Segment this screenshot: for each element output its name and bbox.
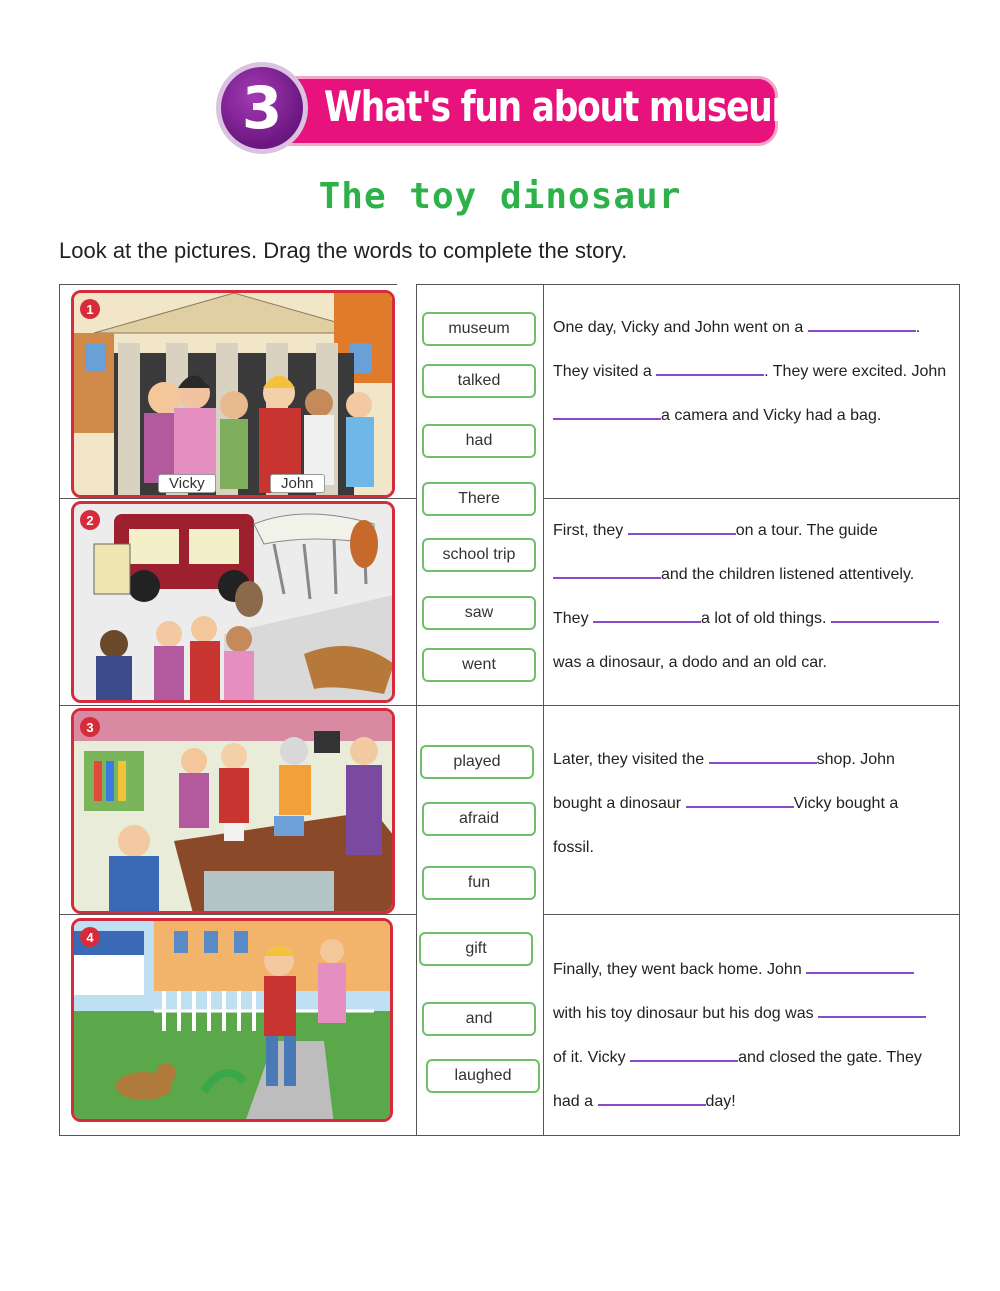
unit-number-badge: 3 (216, 62, 308, 154)
word-chip-talked[interactable]: talked (422, 364, 536, 398)
word-chip-laughed[interactable]: laughed (426, 1059, 540, 1093)
answer-blank[interactable] (593, 607, 701, 623)
word-chip-school-trip[interactable]: school trip (422, 538, 536, 572)
story-paragraph-4 (553, 948, 926, 1124)
unit-banner (216, 62, 845, 158)
story-paragraph-2 (553, 509, 939, 685)
answer-blank[interactable] (628, 519, 736, 535)
picture-number: 4 (80, 927, 100, 947)
story-text: a lot of old things. (701, 610, 827, 627)
picture-3 (71, 708, 395, 914)
word-chip-went[interactable]: went (422, 648, 536, 682)
picture-number: 1 (80, 299, 100, 319)
story-text: Later, they visited the (553, 751, 705, 768)
word-chip-fun[interactable]: fun (422, 866, 536, 900)
story-paragraph-3 (553, 738, 898, 870)
story-text: was a dinosaur, a dodo and an old car. (553, 654, 827, 671)
story-text: First, they (553, 522, 624, 539)
word-chip-and[interactable]: and (422, 1002, 536, 1036)
word-chip-gift[interactable]: gift (419, 932, 533, 966)
story-text: . (915, 319, 921, 336)
story-text: on a tour. The guide (735, 522, 878, 539)
story-text: and closed the gate. They (738, 1049, 922, 1066)
answer-blank[interactable] (553, 563, 661, 579)
picture-1 (71, 290, 395, 498)
story-text: . They were excited. John (764, 363, 947, 380)
story-text: bought a dinosaur (553, 795, 682, 812)
word-chip-museum[interactable]: museum (422, 312, 536, 346)
picture-2 (71, 501, 395, 703)
label-vicky: Vicky (158, 474, 216, 493)
story-text: of it. Vicky (553, 1049, 626, 1066)
instructions: Look at the pictures. Drag the words to complete the story. (59, 238, 628, 263)
answer-blank[interactable] (709, 748, 817, 764)
answer-blank[interactable] (818, 1002, 926, 1018)
answer-blank[interactable] (831, 607, 939, 623)
picture-4 (71, 918, 393, 1122)
story-paragraph-1 (553, 306, 946, 438)
story-text: with his toy dinosaur but his dog was (553, 1005, 814, 1022)
museum-exhibits-illustration (74, 504, 395, 703)
answer-blank[interactable] (806, 958, 914, 974)
story-title: The toy dinosaur (318, 176, 682, 217)
answer-blank[interactable] (808, 316, 916, 332)
story-text: shop. John (816, 751, 895, 768)
going-home-illustration (74, 921, 393, 1122)
answer-blank[interactable] (630, 1046, 738, 1062)
answer-blank[interactable] (553, 404, 661, 420)
word-chip-there[interactable]: There (422, 482, 536, 516)
story-text: Finally, they went back home. John (553, 961, 802, 978)
label-john: John (270, 474, 325, 493)
unit-title: What's fun about museums? (324, 82, 845, 131)
story-text: They visited a (553, 363, 652, 380)
picture-number: 2 (80, 510, 100, 530)
story-text: a camera and Vicky had a bag. (661, 407, 882, 424)
story-text: One day, Vicky and John went on a (553, 319, 804, 336)
story-text: They (553, 610, 589, 627)
word-chip-played[interactable]: played (420, 745, 534, 779)
answer-blank[interactable] (656, 360, 764, 376)
story-text: Vicky bought a (793, 795, 899, 812)
word-chip-had[interactable]: had (422, 424, 536, 458)
answer-blank[interactable] (686, 792, 794, 808)
story-text: day! (705, 1093, 736, 1110)
picture-number: 3 (80, 717, 100, 737)
gift-shop-illustration (74, 711, 395, 914)
story-text: fossil. (553, 839, 594, 856)
story-text: had a (553, 1093, 594, 1110)
story-text: and the children listened attentively. (661, 566, 915, 583)
word-chip-saw[interactable]: saw (422, 596, 536, 630)
answer-blank[interactable] (598, 1090, 706, 1106)
word-chip-afraid[interactable]: afraid (422, 802, 536, 836)
museum-scene-illustration (74, 293, 395, 498)
